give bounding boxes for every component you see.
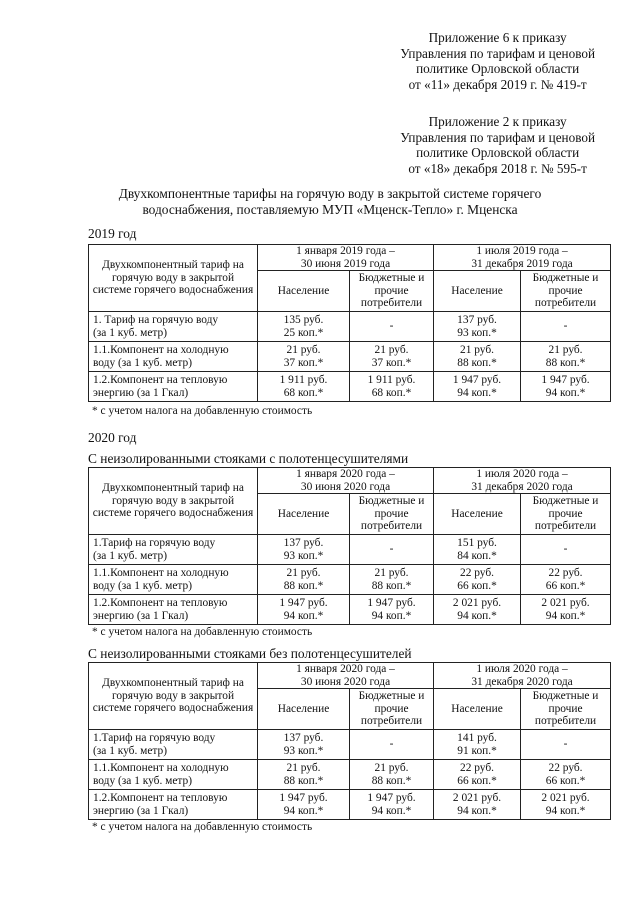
row-label: 1.Тариф на горячую воду (за 1 куб. метр)	[89, 535, 258, 565]
row-label: 1. Тариф на горячую воду (за 1 куб. метр)	[89, 312, 258, 342]
title-line: водоснабжения, поставляемую МУП «Мценск-Тепло» г. Мценска	[142, 202, 518, 217]
period-header-second-half: 1 июля 2020 года – 31 декабря 2020 года	[434, 468, 611, 494]
table-row	[89, 790, 611, 820]
tariff-table-2020-with-towel-dryers	[88, 467, 611, 625]
header-line: Управления по тарифам и ценовой	[400, 45, 595, 61]
period-header-second-half: 1 июля 2020 года – 31 декабря 2020 года	[434, 663, 611, 689]
header-line: Приложение 2 к приказу	[428, 114, 567, 129]
price-cell: 137 руб. 93 коп.*	[434, 312, 521, 342]
header-line: от «11» декабря 2019 г. № 419-т	[408, 76, 587, 92]
price-cell: 1 947 руб. 94 коп.*	[258, 595, 350, 625]
section-caption-without-towel-dryers: С неизолированными стояками без полотенцесушителей	[88, 646, 412, 661]
section-caption-with-towel-dryers: С неизолированными стояками с полотенцесушителями	[88, 451, 409, 466]
header-line: политике Орловской области	[416, 145, 580, 160]
price-cell: 1 947 руб. 94 коп.*	[521, 372, 611, 402]
price-cell: 22 руб. 66 коп.*	[434, 760, 521, 790]
price-cell: 21 руб. 88 коп.*	[258, 760, 350, 790]
table-row	[89, 535, 611, 565]
price-cell: 21 руб. 88 коп.*	[350, 565, 434, 595]
title-line: Двухкомпонентные тарифы на горячую воду в закрытой системе горячего	[118, 186, 542, 201]
row-label: 1.2.Компонент на тепловую энергию (за 1 Гкал)	[89, 372, 258, 402]
subheader-population: Население	[434, 271, 521, 312]
price-cell: 1 911 руб. 68 коп.*	[350, 372, 434, 402]
header-line: Приложение 6 к приказу	[428, 30, 567, 45]
subheader-population: Население	[434, 689, 521, 730]
price-cell: 21 руб. 88 коп.*	[434, 342, 521, 372]
price-cell: -	[350, 730, 434, 760]
header-line: политике Орловской области	[416, 61, 580, 76]
subheader-population: Население	[434, 494, 521, 535]
row-label: 1.2.Компонент на тепловую энергию (за 1 Гкал)	[89, 595, 258, 625]
vat-footnote: * с учетом налога на добавленную стоимость	[92, 405, 313, 417]
price-cell: 1 947 руб. 94 коп.*	[434, 372, 521, 402]
subheader-budget: Бюджетные и прочие потребители	[350, 494, 434, 535]
section-heading-2020: 2020 год	[88, 430, 137, 445]
price-cell: 2 021 руб. 94 коп.*	[434, 790, 521, 820]
subheader-budget: Бюджетные и прочие потребители	[350, 689, 434, 730]
price-cell: 21 руб. 88 коп.*	[258, 565, 350, 595]
price-cell: 2 021 руб. 94 коп.*	[434, 595, 521, 625]
price-cell: -	[521, 312, 611, 342]
header-line: от «18» декабря 2018 г. № 595-т	[408, 160, 587, 176]
section-caption-2019: 2019 год	[88, 226, 137, 241]
price-cell: 151 руб. 84 коп.*	[434, 535, 521, 565]
subheader-population: Население	[258, 271, 350, 312]
subheader-population: Население	[258, 494, 350, 535]
table-row	[89, 730, 611, 760]
vat-footnote: * с учетом налога на добавленную стоимость	[92, 821, 313, 833]
table-row	[89, 342, 611, 372]
column-header-tariff: Двухкомпонентный тариф на горячую воду в закрытой системе горячего водоснабжения	[89, 245, 258, 312]
table-row	[89, 595, 611, 625]
price-cell: 21 руб. 37 коп.*	[258, 342, 350, 372]
period-header-second-half: 1 июля 2019 года – 31 декабря 2019 года	[434, 245, 611, 271]
table-row	[89, 760, 611, 790]
price-cell: 135 руб. 25 коп.*	[258, 312, 350, 342]
subheader-budget: Бюджетные и прочие потребители	[521, 689, 611, 730]
price-cell: 2 021 руб. 94 коп.*	[521, 595, 611, 625]
price-cell: 22 руб. 66 коп.*	[434, 565, 521, 595]
table-row	[89, 372, 611, 402]
price-cell: 1 947 руб. 94 коп.*	[258, 790, 350, 820]
price-cell: 137 руб. 93 коп.*	[258, 535, 350, 565]
price-cell: -	[521, 535, 611, 565]
subheader-budget: Бюджетные и прочие потребители	[521, 271, 611, 312]
price-cell: -	[350, 535, 434, 565]
price-cell: 22 руб. 66 коп.*	[521, 760, 611, 790]
price-cell: 1 947 руб. 94 коп.*	[350, 595, 434, 625]
price-cell: 1 911 руб. 68 коп.*	[258, 372, 350, 402]
subheader-budget: Бюджетные и прочие потребители	[350, 271, 434, 312]
price-cell: 137 руб. 93 коп.*	[258, 730, 350, 760]
price-cell: -	[350, 312, 434, 342]
document-title	[60, 186, 600, 218]
price-cell: 141 руб. 91 коп.*	[434, 730, 521, 760]
price-cell: 21 руб. 37 коп.*	[350, 342, 434, 372]
table-row	[89, 312, 611, 342]
period-header-first-half: 1 января 2019 года – 30 июня 2019 года	[258, 245, 434, 271]
column-header-tariff: Двухкомпонентный тариф на горячую воду в закрытой системе горячего водоснабжения	[89, 663, 258, 730]
tariff-table-2019	[88, 244, 611, 402]
subheader-population: Население	[258, 689, 350, 730]
price-cell: 2 021 руб. 94 коп.*	[521, 790, 611, 820]
price-cell: 21 руб. 88 коп.*	[521, 342, 611, 372]
appendix-header-current	[400, 30, 595, 92]
column-header-tariff: Двухкомпонентный тариф на горячую воду в закрытой системе горячего водоснабжения	[89, 468, 258, 535]
period-header-first-half: 1 января 2020 года – 30 июня 2020 года	[258, 468, 434, 494]
row-label: 1.1.Компонент на холодную воду (за 1 куб. метр)	[89, 342, 258, 372]
tariff-table-2020-without-towel-dryers	[88, 662, 611, 820]
vat-footnote: * с учетом налога на добавленную стоимость	[92, 626, 313, 638]
period-header-first-half: 1 января 2020 года – 30 июня 2020 года	[258, 663, 434, 689]
appendix-header-previous	[400, 114, 595, 176]
price-cell: 22 руб. 66 коп.*	[521, 565, 611, 595]
row-label: 1.1.Компонент на холодную воду (за 1 куб. метр)	[89, 565, 258, 595]
price-cell: 21 руб. 88 коп.*	[350, 760, 434, 790]
header-line: Управления по тарифам и ценовой	[400, 129, 595, 145]
price-cell: -	[521, 730, 611, 760]
price-cell: 1 947 руб. 94 коп.*	[350, 790, 434, 820]
table-row	[89, 565, 611, 595]
row-label: 1.1.Компонент на холодную воду (за 1 куб. метр)	[89, 760, 258, 790]
subheader-budget: Бюджетные и прочие потребители	[521, 494, 611, 535]
row-label: 1.Тариф на горячую воду (за 1 куб. метр)	[89, 730, 258, 760]
row-label: 1.2.Компонент на тепловую энергию (за 1 Гкал)	[89, 790, 258, 820]
